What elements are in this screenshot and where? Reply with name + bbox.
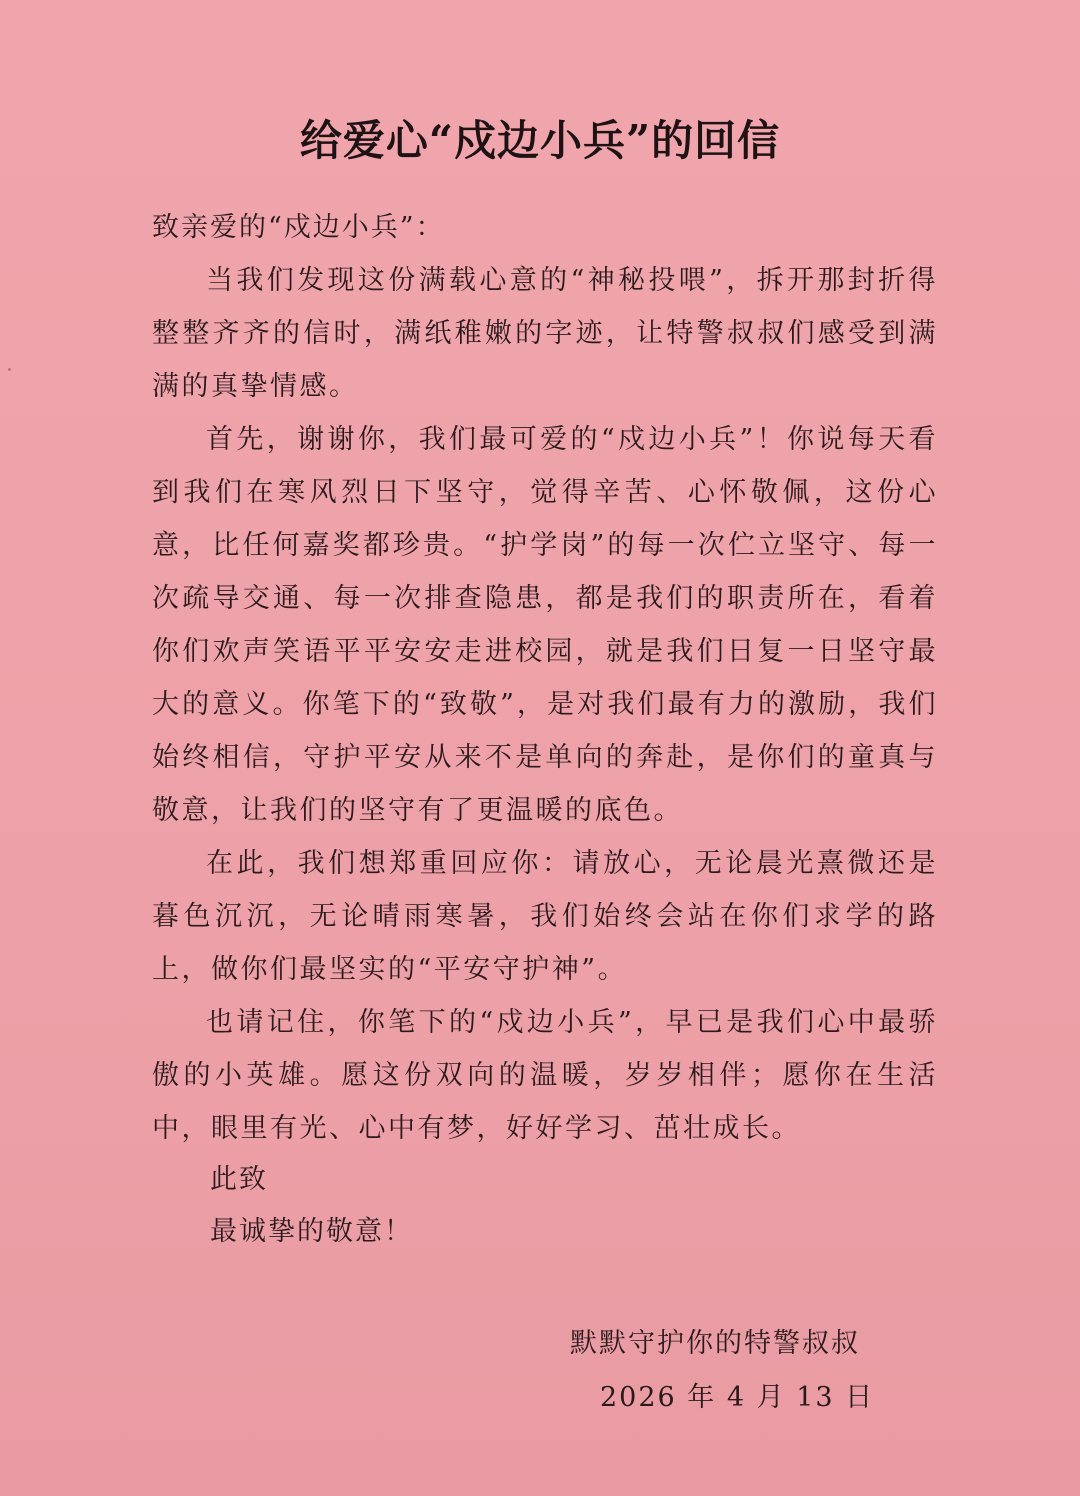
paragraph-1: 当我们发现这份满载心意的“神秘投喂”，拆开那封折得整整齐齐的信时，满纸稚嫩的字迹，让特警叔叔们感受到满满的真挚情感。 xyxy=(152,265,938,402)
closing-salutation: 此致 xyxy=(210,1164,268,1195)
letter-date: 2026 年 4 月 13 日 xyxy=(600,1382,875,1413)
letter-greeting: 致亲爱的“戍边小兵”： xyxy=(152,212,445,243)
paragraph-2: 首先，谢谢你，我们最可爱的“戍边小兵”！你说每天看到我们在寒风烈日下坚守，觉得辛苦、心怀敬佩，这份心意，比任何嘉奖都珍贵。“护学岗”的每一次伫立坚守、每一次疏导交通、每一次排查隐患，都是我们的职责所在，看着你们欢声笑语平平安安走进校园，就是我们日复一日坚守最大的意义。你笔下的“致敬”，是对我们最有力的激励，我们始终相信，守护平安从来不是单向的奔赴，是你们的童真与敬意，让我们的坚守有了更温暖的底色。 xyxy=(152,424,938,826)
letter-body xyxy=(152,254,938,1155)
paper-speck xyxy=(8,368,11,371)
paragraph-4: 也请记住，你笔下的“戍边小兵”，早已是我们心中最骄傲的小英雄。愿这份双向的温暖，岁岁相伴；愿你在生活中，眼里有光、心中有梦，好好学习、茁壮成长。 xyxy=(152,1007,938,1144)
letter-signature: 默默守护你的特警叔叔 xyxy=(570,1328,860,1359)
closing-regards: 最诚挚的敬意！ xyxy=(210,1216,413,1247)
paragraph-3: 在此，我们想郑重回应你：请放心，无论晨光熹微还是暮色沉沉，无论晴雨寒暑，我们始终会站在你们求学的路上，做你们最坚实的“平安守护神”。 xyxy=(152,848,938,985)
letter-title: 给爱心“戍边小兵”的回信 xyxy=(299,116,781,165)
